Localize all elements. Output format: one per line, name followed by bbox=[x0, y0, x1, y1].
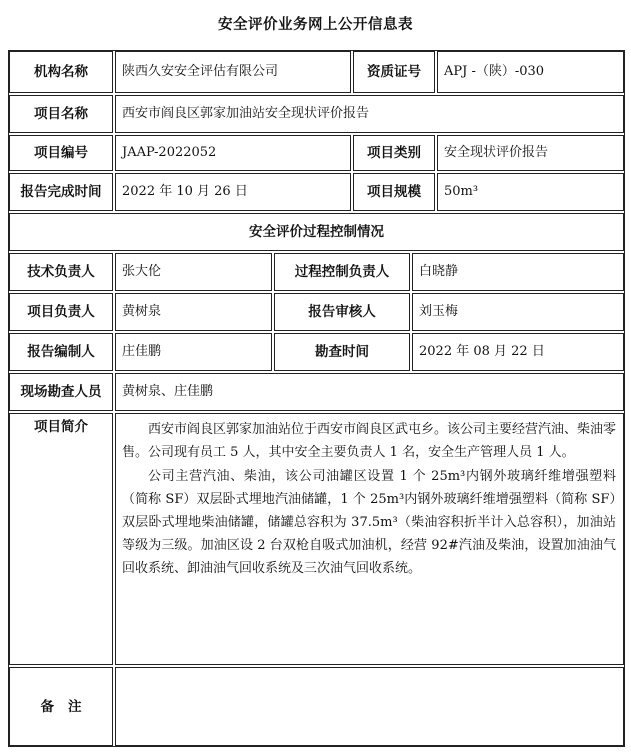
intro-paragraph-1: 西安市阎良区郭家加油站位于西安市阎良区武屯乡。该公司主要经营汽油、柴油零售。公司现有员工 5 人，其中安全主要负责人 1 名，安全生产管理人员 1 人。 bbox=[122, 422, 617, 460]
org-label: 机构名称 bbox=[9, 51, 113, 93]
compiler-label: 报告编制人 bbox=[9, 333, 113, 371]
survey-time-label: 勘查时间 bbox=[274, 333, 410, 371]
reviewer-label: 报告审核人 bbox=[274, 293, 410, 331]
cert-label: 资质证号 bbox=[353, 51, 435, 93]
compiler: 庄佳鹏 bbox=[115, 333, 272, 371]
project-no-label: 项目编号 bbox=[9, 135, 113, 171]
process-lead-label: 过程控制负责人 bbox=[274, 253, 410, 291]
intro-label: 项目简介 bbox=[9, 413, 113, 665]
reviewer: 刘玉梅 bbox=[412, 293, 624, 331]
project-intro bbox=[115, 413, 624, 665]
site-staff: 黄树泉、庄佳鹏 bbox=[115, 373, 624, 411]
survey-time: 2022 年 08 月 22 日 bbox=[412, 333, 624, 371]
cert-no: APJ -（陕）-030 bbox=[437, 51, 624, 93]
info-table bbox=[8, 50, 625, 747]
project-lead-label: 项目负责人 bbox=[9, 293, 113, 331]
scale-label: 项目规模 bbox=[353, 173, 435, 211]
org-name: 陕西久安安全评估有限公司 bbox=[115, 51, 351, 93]
report-date-label: 报告完成时间 bbox=[9, 173, 113, 211]
scale: 50m³ bbox=[437, 173, 624, 211]
project-type-label: 项目类别 bbox=[353, 135, 435, 171]
note bbox=[115, 667, 624, 746]
project-name-label: 项目名称 bbox=[9, 95, 113, 133]
tech-lead: 张大伦 bbox=[115, 253, 272, 291]
report-date: 2022 年 10 月 26 日 bbox=[115, 173, 351, 211]
page-title: 安全评价业务网上公开信息表 bbox=[218, 17, 413, 33]
project-no: JAAP-2022052 bbox=[115, 135, 351, 171]
note-label: 备注 bbox=[9, 667, 113, 746]
intro-paragraph-2: 公司主营汽油、柴油，该公司油罐区设置 1 个 25m³内钢外玻璃纤维增强塑料（简称 SF）双层卧式埋地汽油储罐，1 个 25m³内钢外玻璃纤维增强塑料（简称 SF）双层卧式埋地柴油储罐，储罐总容积为 37.5m³（柴油容积折半计入总容积），加油站等级为三级。加油区设 2 台双枪自吸式加油机，经营 92#汽油及柴油，设置加油油气回收系统、卸油油气回收系统及三次油气回收系统。 bbox=[122, 469, 616, 576]
tech-lead-label: 技术负责人 bbox=[9, 253, 113, 291]
section-title: 安全评价过程控制情况 bbox=[9, 213, 624, 251]
project-lead: 黄树泉 bbox=[115, 293, 272, 331]
project-name: 西安市阎良区郭家加油站安全现状评价报告 bbox=[115, 95, 624, 133]
process-lead: 白晓静 bbox=[412, 253, 624, 291]
site-staff-label: 现场勘查人员 bbox=[9, 373, 113, 411]
project-type: 安全现状评价报告 bbox=[437, 135, 624, 171]
